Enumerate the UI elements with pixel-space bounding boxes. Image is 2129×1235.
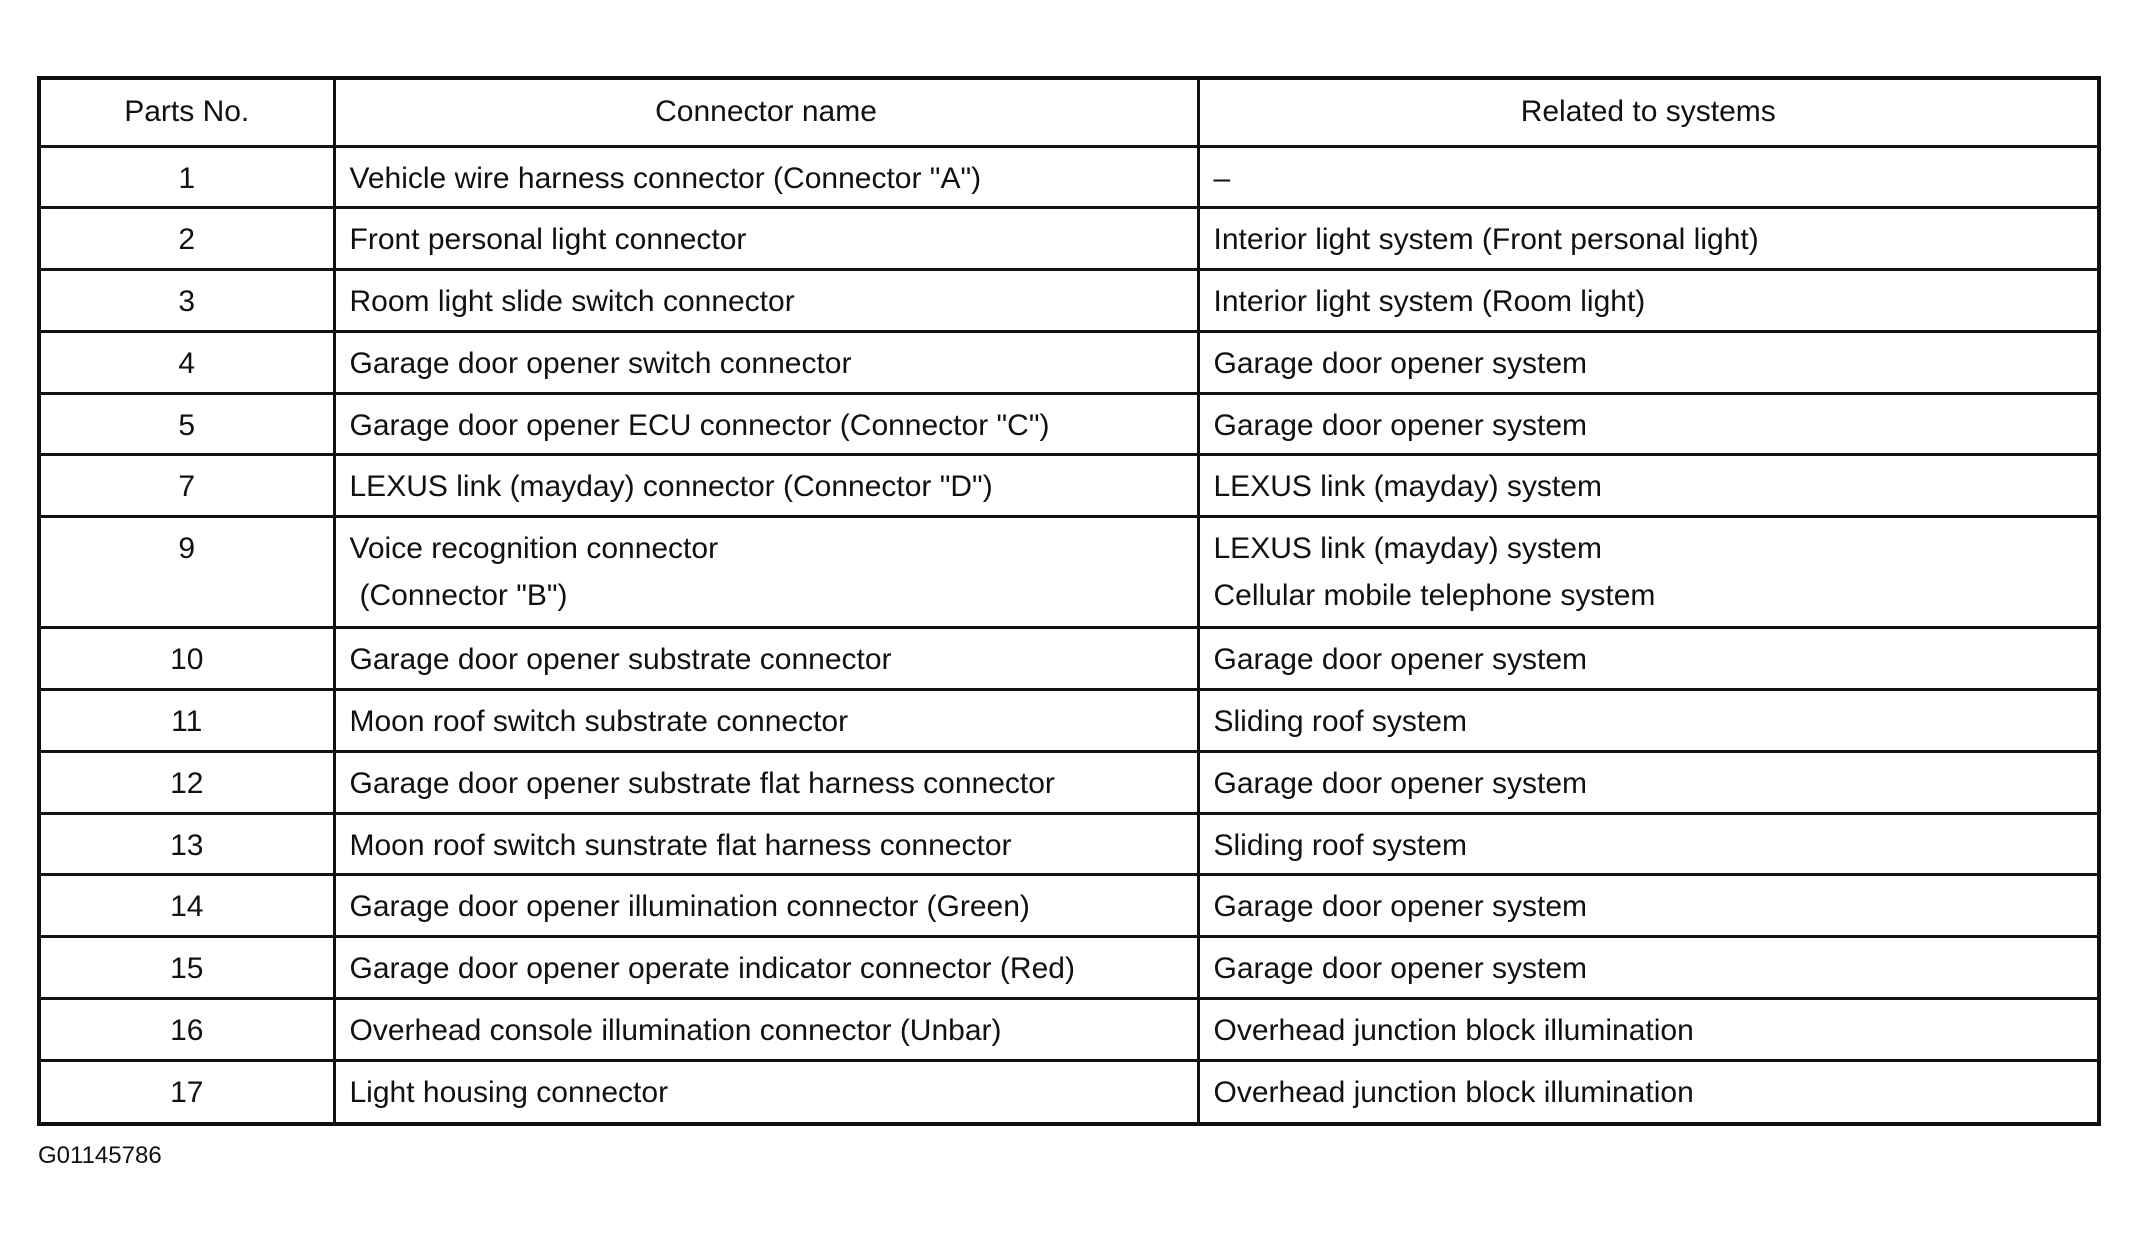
connector-name-line: (Connector "B") [359, 578, 568, 612]
connector-name-cell [334, 146, 1198, 208]
connector-name-cell [334, 208, 1198, 270]
table-row [41, 208, 2097, 270]
part-number-cell: 14 [41, 875, 334, 937]
part-number-cell: 7 [41, 455, 334, 517]
connector-name-line: Garage door opener ECU connector (Connector "C") [349, 408, 1050, 442]
table-row [41, 393, 2097, 455]
connector-name-line: Moon roof switch sunstrate flat harness connector [349, 828, 1012, 862]
related-systems-cell [1198, 813, 2097, 875]
connector-name-cell [334, 751, 1198, 813]
table-row [41, 455, 2097, 517]
part-number-cell: 17 [41, 1060, 334, 1122]
related-system-line: Garage door opener system [1213, 346, 1588, 380]
connector-name-cell [334, 813, 1198, 875]
part-number-cell: 10 [41, 628, 334, 690]
part-number-cell: 11 [41, 690, 334, 752]
connector-name-cell [334, 690, 1198, 752]
related-system-line: – [1213, 161, 1231, 195]
related-system-line: Overhead junction block illumination [1213, 1075, 1694, 1109]
related-system-line: Interior light system (Room light) [1213, 285, 1646, 319]
connector-name-line: Room light slide switch connector [349, 285, 795, 319]
table-row [41, 751, 2097, 813]
part-number-cell: 4 [41, 331, 334, 393]
related-systems-cell [1198, 1060, 2097, 1122]
related-systems-cell [1198, 270, 2097, 332]
related-system-line: Sliding roof system [1213, 705, 1467, 739]
table-row [41, 331, 2097, 393]
related-system-line: Garage door opener system [1213, 408, 1588, 442]
connector-name-line: Front personal light connector [349, 223, 747, 257]
table-row [41, 146, 2097, 208]
part-number-cell: 13 [41, 813, 334, 875]
connector-table [41, 80, 2097, 1122]
part-number-cell: 16 [41, 999, 334, 1061]
part-number-cell: 5 [41, 393, 334, 455]
figure-id: G01145786 [38, 1142, 162, 1169]
table-row [41, 1060, 2097, 1122]
table-row [41, 937, 2097, 999]
table-row [41, 875, 2097, 937]
connector-name-line: Vehicle wire harness connector (Connector "A") [349, 161, 982, 195]
connector-name-cell [334, 875, 1198, 937]
related-systems-cell [1198, 455, 2097, 517]
connector-name-cell [334, 999, 1198, 1061]
related-system-line: Cellular mobile telephone system [1213, 578, 1656, 612]
part-number-cell: 2 [41, 208, 334, 270]
related-systems-cell [1198, 937, 2097, 999]
table-row [41, 690, 2097, 752]
header-parts-no: Parts No. [124, 95, 250, 128]
related-system-line: Garage door opener system [1213, 952, 1588, 986]
related-systems-cell [1198, 146, 2097, 208]
table-body [41, 146, 2097, 1122]
related-system-line: Garage door opener system [1213, 766, 1588, 800]
connector-name-line: Voice recognition connector [349, 532, 719, 566]
connector-name-line: Moon roof switch substrate connector [349, 705, 849, 739]
connector-name-cell [334, 628, 1198, 690]
table-row [41, 813, 2097, 875]
connector-name-line: Garage door opener operate indicator connector (Red) [349, 952, 1075, 986]
connector-name-cell [334, 270, 1198, 332]
header-related-systems: Related to systems [1198, 80, 2097, 146]
connector-name-line: Garage door opener substrate flat harness connector [349, 766, 1055, 800]
related-system-line: LEXUS link (mayday) system [1213, 470, 1602, 504]
related-systems-cell [1198, 208, 2097, 270]
related-system-line: Interior light system (Front personal light) [1213, 223, 1759, 257]
header-row [41, 80, 2097, 146]
connector-name-cell [334, 1060, 1198, 1122]
related-systems-cell [1198, 331, 2097, 393]
related-system-line: Sliding roof system [1213, 828, 1467, 862]
connector-name-cell [334, 393, 1198, 455]
connector-name-line: Garage door opener switch connector [349, 346, 852, 380]
header-connector-name: Connector name [334, 80, 1198, 146]
related-systems-cell [1198, 628, 2097, 690]
related-system-line: Overhead junction block illumination [1213, 1014, 1694, 1048]
table-row [41, 999, 2097, 1061]
related-systems-cell [1198, 751, 2097, 813]
related-system-line: Garage door opener system [1213, 890, 1588, 924]
connector-name-line: LEXUS link (mayday) connector (Connector "D") [349, 470, 993, 504]
related-system-line: Garage door opener system [1213, 643, 1588, 677]
part-number-cell: 1 [41, 146, 334, 208]
connector-name-cell [334, 455, 1198, 517]
connector-name-line: Overhead console illumination connector (Unbar) [349, 1014, 1002, 1048]
table-row [41, 517, 2097, 628]
table-row [41, 270, 2097, 332]
connector-name-cell [334, 937, 1198, 999]
part-number-cell: 3 [41, 270, 334, 332]
connector-table-frame [37, 76, 2101, 1126]
table-header [41, 80, 2097, 146]
related-system-line: LEXUS link (mayday) system [1213, 532, 1602, 566]
connector-name-cell [334, 331, 1198, 393]
related-systems-cell [1198, 690, 2097, 752]
related-systems-cell [1198, 875, 2097, 937]
part-number-cell: 12 [41, 751, 334, 813]
connector-name-line: Garage door opener substrate connector [349, 643, 892, 677]
related-systems-cell [1198, 517, 2097, 628]
connector-name-line: Garage door opener illumination connector (Green) [349, 890, 1030, 924]
part-number-cell: 15 [41, 937, 334, 999]
related-systems-cell [1198, 393, 2097, 455]
connector-name-cell [334, 517, 1198, 628]
part-number-cell: 9 [41, 517, 334, 628]
related-systems-cell [1198, 999, 2097, 1061]
table-row [41, 628, 2097, 690]
connector-name-line: Light housing connector [349, 1075, 669, 1109]
